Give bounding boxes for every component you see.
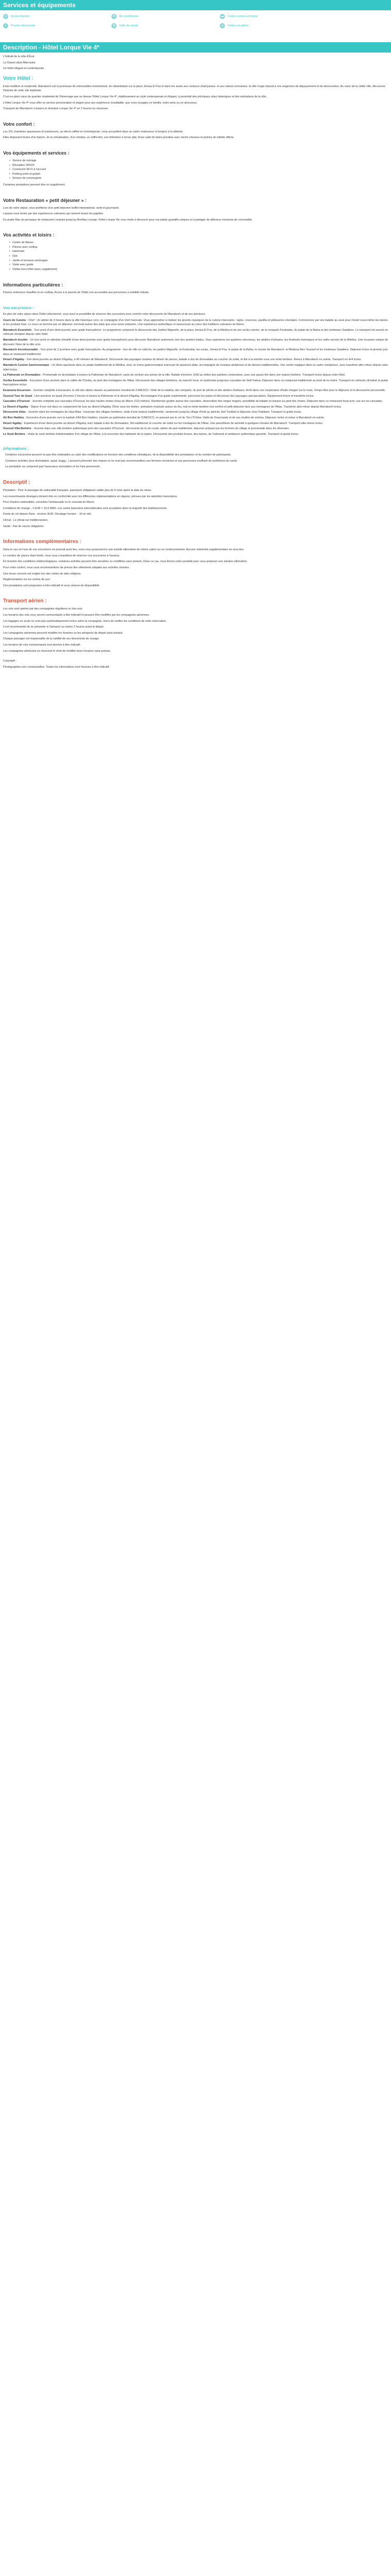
excursion-text: - Un tour privé et intimiste (émaillé d'une demi-journée avec guide francophone) pour découvrir Marrakech autrement, loin des sentiers battus. Vous explorerez les quartiers méconnus, les ateliers d'artisans, les fondouks historiques et les cafés secrets de la Médina. Une occasion unique de découvrir l'âme de la ville ocre. [3,338,388,346]
excursion-item [3,358,388,362]
intro-line: Un hôtel élégant et contemporain [3,67,44,71]
activity-item: • Visite avec guide [9,263,388,267]
service-item [3,13,111,20]
service-label: Centre remise en forme [227,14,258,18]
excursion-title: Cascades d'Ouzoud [3,400,30,403]
restaurant-paragraph: Lors de votre séjour, vous profiterez d'un petit déjeuner buffet international, varié et gourmand. [3,206,120,210]
duration-paragraph: Santé : Pas de vaccin obligatoire. [3,524,45,528]
excursion-item [3,432,388,437]
transport-paragraph: Les horaires des vols vous seront communiqués à titre indicatif et peuvent être modifiés par les compagnies aériennes. [3,613,150,617]
excursion-text: - Journée dans une villa berbère authentique près des cascades d'Ouzoud : découverte de la vie rurale, atelier de pain traditionnel, déjeuner préparé par les femmes du village et promenade dans les oliveraies. [31,427,290,431]
excursion-item [3,394,388,399]
activities-list [3,241,388,272]
service-label: Air conditionné [119,14,139,18]
excursion-item [3,421,388,426]
excursion-title: Essaouira Excursion [3,388,31,392]
map-icon: ▲ [220,23,225,28]
transport-paragraphs [3,607,388,653]
hotel-paragraph: C'est en plein cœur du quartier résidentiel de l'Hivernage que se dresse l'hôtel Lorque Vie 4*, établissement au style contemporain et élégant, à proximité des principaux sites historiques et des animations de la ville. [3,95,267,98]
complement-paragraph: Dans le cas où l'une de vos excursions ne pourrait avoir lieu, nous vous proposerons une activité alternative de même valeur ou un remboursement. Aucune indemnité supplémentaire ne sera due. [3,548,245,552]
description-content [0,53,391,669]
hotel-heading: Votre Hôtel : [3,75,34,81]
transport-heading: Transport aérien : [3,598,47,604]
excursion-title: Cours de Cuisine [3,318,26,322]
dumbbell-icon: ▬ [221,15,224,18]
service-item [3,23,111,29]
complement-paragraph: Le nombre de places étant limité, nous vous conseillons de réserver vos excursions à l'avance. [3,554,120,557]
note-item: Certaines excursions peuvent ne pas être réalisables ou subir des modifications en fonction des conditions climatiques, de la disponibilité des prestataires et du nombre de participants. [5,453,232,457]
comfort-paragraphs [3,130,388,140]
intro-line: La Grand cabot Marrouise [3,61,36,64]
notes-list [3,453,388,469]
transport-paragraph: Chaque passager est responsable de la validité de ses documents de voyage. [3,637,100,641]
transport-paragraph: Il est recommandé de se présenter à l'aéroport au moins 2 heures avant le départ. [3,625,105,629]
service-item [111,23,220,29]
services-section [0,10,391,33]
footer-text: Photographies non contractuelles. Toutes les informations sont fournies à titre indicatif. [3,665,110,669]
complement-paragraph: En fonction des conditions météorologiques, certaines activités peuvent être annulées ou modifiées sans préavis. Dans ce cas, nous ferons notre possible pour vous proposer une solution alternative. [3,560,248,564]
equipment-note: Certaines prestations peuvent être en supplément. [3,183,66,187]
transport-paragraph: Les compagnies aériennes peuvent modifier les horaires ou les aéroports de départ sans préavis. [3,631,123,635]
complement-paragraph: Une tenue correcte est exigée lors des visites de sites religieux. [3,572,82,575]
duration-paragraph: Conditions de change : 1 EUR = 10,9 MAD. Les cartes bancaires internationales sont acceptées dans la majorité des établissements. [3,506,168,510]
gym-icon: ■ [111,23,117,28]
info-heading: Informations particulières : [3,282,63,288]
excursion-text: - Visite du souk berbère hebdomadaire d'un village de l'Atlas, à la rencontre des habitants de la région. Découverte des produits locaux, des épices, de l'artisanat et ambiance authentique garantie. Transport et guide inclus. [25,432,299,436]
duration-paragraph: Pour d'autres nationalités, consultez l'ambassade ou le consulat du Maroc. [3,501,95,504]
activity-item: • Piscine avec rooftop [9,245,388,250]
duration-heading: Descriptif : [3,480,30,486]
transport-paragraph: Les bagages en soute ne sont pas systématiquement inclus selon la compagnie, merci de vérifier les conditions de votre réservation. [3,619,167,623]
excursion-item [3,348,388,357]
excursion-text: - Excursion d'une journée vers la kasbah d'Aït Ben Haddou, classée au patrimoine mondial de l'UNESCO, en passant par le col du Tizi n'Tichka. Visite de Ouarzazate et de ses studios de cinéma. Déjeuner inclus et retour à Marrakech en soirée. [24,416,325,419]
excursion-title: Le Désert d'Agafay [3,405,28,409]
excursions-intro: En plus de votre séjour dans l'hôtel sélectionné, vous avez la possibilité de réserver des excursions pour enrichir votre découverte de Marrakech et de ses alentours. [3,313,206,316]
excursion-text: - Tour privé d'une demi-journée avec guide francophone. Le programme comprend la découverte des Jardins Majorelle, de la place Jemaa El Fna, de la Médina et de ses souks colorés, de la mosquée Koutoubia, du palais de la Bahia et des tombeaux Saadiens. Le transport est assuré en véhicule climatisé depuis votre hôtel. [3,328,388,336]
activity-item: • Spa [9,254,388,259]
transport-paragraph: Les compagnies aériennes se réservent le droit de modifier leurs horaires sans préavis. [3,649,111,653]
excursions-heading: Vos excursions : [3,306,34,311]
excursion-item [3,416,388,420]
service-label: Salle de sports [119,24,139,27]
excursion-title: Ouzoud Tour de Quad [3,394,32,398]
excursion-text: - Journée complète à Essaouira, la cité des alizés classée au patrimoine mondial de l'UNESCO. Visite de la médina, des remparts, du port de pêche et des ateliers d'artisans. Arrêt dans une coopérative d'huile d'argan sur la route. Temps libre pour le déjeuner et la découverte personnelle. [30,388,386,392]
intro-lines [3,55,388,71]
comfort-paragraph: Elles disposent toutes d'un balcon, de la climatisation, d'un minibar, un coffre-fort, une télévision à écran plat, d'une salle de bains privative avec sèche-cheveux et articles de toilette offerts. [3,136,235,140]
excursion-title: Ait Ben Haddou [3,416,24,419]
equipment-item: • Réception 24h/24 [9,163,388,168]
excursion-text: - Chef : Un atelier de 3 heures dans la ville historique ocre, en compagnie d'un chef marocain. Vous apprendrez à réaliser les grands classiques de la cuisine marocaine : tajine, couscous, pastilla et pâtisseries orientales. Commencez par une balade au souk pour choisir vous-même les épices et les produits frais. Le cours se termine par un déjeuner convivial autour des plats que vous aurez préparés. Une expérience authentique et savoureuse au cœur des traditions culinaires du Maroc. [3,318,388,327]
activities-heading: Vos activités et loisirs : [3,232,55,238]
excursion-text: - Promenade en dromadaire à travers la Palmeraie de Marrakech, oasis de verdure aux portes de la ville. Balade d'environ 1h30 au milieu des palmiers centenaires, avec une pause thé dans une maison berbère. Transport inclus depuis votre hôtel. [40,374,346,377]
excursion-item [3,338,388,347]
restaurant-heading: Votre Restauration « petit déjeuner » : [3,197,87,203]
hotel-paragraph: Transport de Marrakech à travers le domaine Lorque Vie 4* en 2 heures en moyenne. [3,107,109,111]
excursion-title: Le Souk Berbère [3,432,25,436]
duration-paragraph: Durée du vol depuis Paris : environ 3h30. Décalage horaire : -1h en été. [3,513,92,516]
equipment-heading: Vos équipements et services : [3,150,70,156]
service-item [220,23,328,29]
duration-paragraph: Prestation : Pour le passager de nationalité française, passeport obligatoire valide plus de 6 mois après la date du retour. [3,489,152,493]
activity-item: • Centre de fitness [9,241,388,245]
excursion-title: Ouzoud Villa Berbère [3,427,31,431]
excursion-title: La Palmeraie en Dromadaire [3,374,41,377]
service-item [220,13,328,20]
excursions-list [3,318,388,437]
excursion-item [3,373,388,378]
excursion-text: - Une aventure en quad d'environ 2 heures à travers la Palmeraie et le désert d'Agafay. Accompagné d'un guide expérimenté, parcourez les pistes et découvrez des paysages spectaculaires. Équipement fourni et transferts inclus. [32,394,315,398]
intro-line: L'Intitulé de la ville d'Évra [3,55,35,58]
restaurant-paragraph: Du pirate Mac du persaque de restaurant Lorquies jusqu'au Rooftop Lounge, l'hôtel Lorque Vie vous invite à découvrir pour vos plaisir gustatifs uniques et à partager de délicieux moments de convivialité. [3,218,253,222]
excursion-text: - Excursion d'une journée dans la vallée de l'Ourika, au pied des montagnes de l'Atlas. Découverte des villages berbères, du marché local, et randonnée jusqu'aux cascades de Setti Fatma. Déjeuner dans un restaurant traditionnel au bord de la rivière. Transport en véhicule climatisé et guide francophone inclus. [3,379,388,387]
excursion-item [3,388,388,393]
excursion-item [3,328,388,337]
complement-paragraph: Réglementation sur les sorties de jour. [3,578,51,582]
description-band: Description - Hôtel Lorque Vie 4* [0,42,391,53]
pool-icon: ≈ [3,23,8,28]
equipment-item: • Connexion Wi-Fi à l'accueil [9,167,388,172]
services-grid [3,13,388,29]
activity-item: • Jardin et terrasse aménagés [9,259,388,263]
excursion-text: - Tour privé de 2 journées avec guide francophone. Au programme : tour de ville en calèche, les jardins Majorelle, la Koutoubia, les souks, Jemaa El Fna, le palais de la Bahia, le musée de Marrakech, la Médersa Ben Youssef et les tombeaux Saadiens. Déjeuner inclus le premier jour dans un restaurant traditionnel. [3,348,388,356]
footer-label: Copyright : [3,659,17,663]
service-label: Visites en option [227,24,249,27]
excursion-text: - Séjour d'une nuit dans un campement de luxe au désert d'Agafay. Dîner sous les étoiles, animation musicale autour du feu, nuit en tente berbère tout confort et petit-déjeuner face aux montagnes de l'Atlas. Transferts aller-retour depuis Marrakech inclus. [28,405,342,409]
hotel-paragraphs [3,84,388,111]
equipment-item: • Service de conciergerie [9,176,388,181]
excursion-item [3,410,388,415]
excursion-text: - Expérience d'une demi-journée au désert d'Agafay avec balade à dos de dromadaire, thé traditionnel et coucher de soleil sur les montagnes de l'Atlas. Une parenthèse de sérénité à quelques minutes de Marrakech. Transport aller-retour inclus. [22,421,323,425]
excursion-item [3,405,388,410]
excursion-item [3,399,388,404]
excursion-item [3,318,388,327]
complements-heading: Informations complémentaires : [3,539,82,545]
excursion-item [3,363,388,372]
note-item: Certaines activités (tour dromadaire, quad, buggy...) peuvent présenter des risques et ne sont pas recommandées aux femmes enceintes et aux personnes souffrant de problèmes de santé. [5,459,238,463]
comfort-paragraph: Les 151 chambres spacieuses et lumineuses, au décor raffiné et contemporain, vous accueillent dans un cadre chaleureux et propice à la détente. [3,130,184,133]
service-label: Accès Internet [11,14,29,18]
excursion-title: Désert d'Agafay [3,358,24,362]
excursion-item [3,379,388,387]
transport-paragraph: Les vols sont opérés par des compagnies régulières ou low cost. [3,607,83,611]
service-label: Piscine découverte [11,24,36,27]
hotel-paragraph: L'hôtel Lorque Vie 4* vous offre un service personnalisé et soigné pour une expérience inoubliable, que vous voyagiez en famille, entre amis ou en amoureux. [3,101,198,105]
restaurant-paragraphs [3,206,388,223]
snowflake-icon: ❄ [111,14,117,19]
equipment-list [3,159,388,181]
excursion-text: - Une demi-journée au désert d'Agafay, à 40 minutes de Marrakech. Découverte des paysages lunaires du désert de pierres, balade à dos de dromadaire au coucher du soleil, et thé à la menthe sous une tente berbère. Retour à Marrakech en soirée. Transport en 4x4 inclus. [24,358,362,362]
info-paragraph: Piscine extérieure chauffée et en rooftop. Accès à la piscine de l'hôtel non accessible aux personnes à mobilité réduite. [3,291,150,295]
excursion-title: Ourika Essentielle [3,379,27,382]
excursion-title: Découverte Atlas [3,411,26,414]
excursion-title: Marrakech Insolite [3,338,28,342]
activity-item: • Visites hors hôtel (avec supplément) [9,267,388,272]
equipment-item: • Parking privé et gratuit [9,172,388,177]
services-band: Services et équipements [0,0,391,10]
restaurant-paragraph: Laissez-vous tenter par des expériences culinaires qui raviront toutes les papilles. [3,212,104,216]
excursion-title: Marrakech Essentiels [3,328,32,332]
notes-heading: Informations : [3,446,29,451]
complement-paragraph: Pour votre confort, nous vous recommandons de prévoir des vêtements adaptés aux activités choisies. [3,566,130,569]
hotel-paragraph: Entre tradition et modernité, Marrakech est la promesse de mémorables évènements. En déambulant sur la place Jemaa El Fna et dans les souks aux couleurs chatoyantes, et aux odeurs enivrantes, la ville rouge répond à vos exigences de dépaysement et de découvertes. Au cœur de la vieille ville, découvrez l'histoire de cette cité impériale. [3,84,386,93]
equipment-item: • Service de ménage [9,159,388,163]
excursion-text: - Journée dans les montagnes du Haut Atlas : traversée des villages berbères, visite d'une maison traditionnelle, randonnée jusqu'au village d'Imlil au pied du Jbel Toubkal et déjeuner chez l'habitant. Transport et guide inclus. [25,411,302,414]
excursion-title: Marrakech Cuisine Gastronomique [3,363,50,367]
excursion-item [3,427,388,431]
complements-paragraphs [3,548,388,588]
complement-paragraph: Ces prestations sont proposées à titre indicatif et sous réserve de disponibilité. [3,584,100,587]
wifi-icon: ◎ [3,14,8,19]
duration-paragraphs [3,488,388,529]
excursion-title: Marrakech Incontournable [3,348,38,352]
excursion-text: - Journée complète aux cascades d'Ouzoud, les plus hautes chutes d'eau du Maroc (110 mètres). Randonnée guidée autour des cascades, observation des singes magots, possibilité de balade en barque au pied des chutes. Déjeuner dans un restaurant local avec vue sur les cascades. [29,400,383,403]
duration-paragraph: Les ressortissants étrangers doivent être en conformité avec les différentes réglementations en vigueur, prévues par les autorités marocaines. [3,495,178,498]
note-item: La prestation ne comprend pas l'assurance annulation et les frais personnels. [5,465,101,469]
activity-item: • Hammam [9,249,388,254]
transport-paragraph: Les horaires de vols communiqués sont donnés à titre indicatif. [3,643,81,647]
excursion-title: Désert Agafay [3,421,22,425]
service-item [111,13,220,20]
excursion-text: - Un dîner-spectacle dans un palais traditionnel de la Médina, avec un menu gastronomique marocain de plusieurs plats, accompagné de musique andalouse et de danses traditionnelles. Une soirée magique dans un cadre somptueux, avec transferts aller-retour depuis votre hôtel inclus. [3,363,388,371]
duration-paragraph: Climat : Le climat est méditerranéen. [3,519,48,522]
comfort-heading: Votre confort : [3,121,35,127]
